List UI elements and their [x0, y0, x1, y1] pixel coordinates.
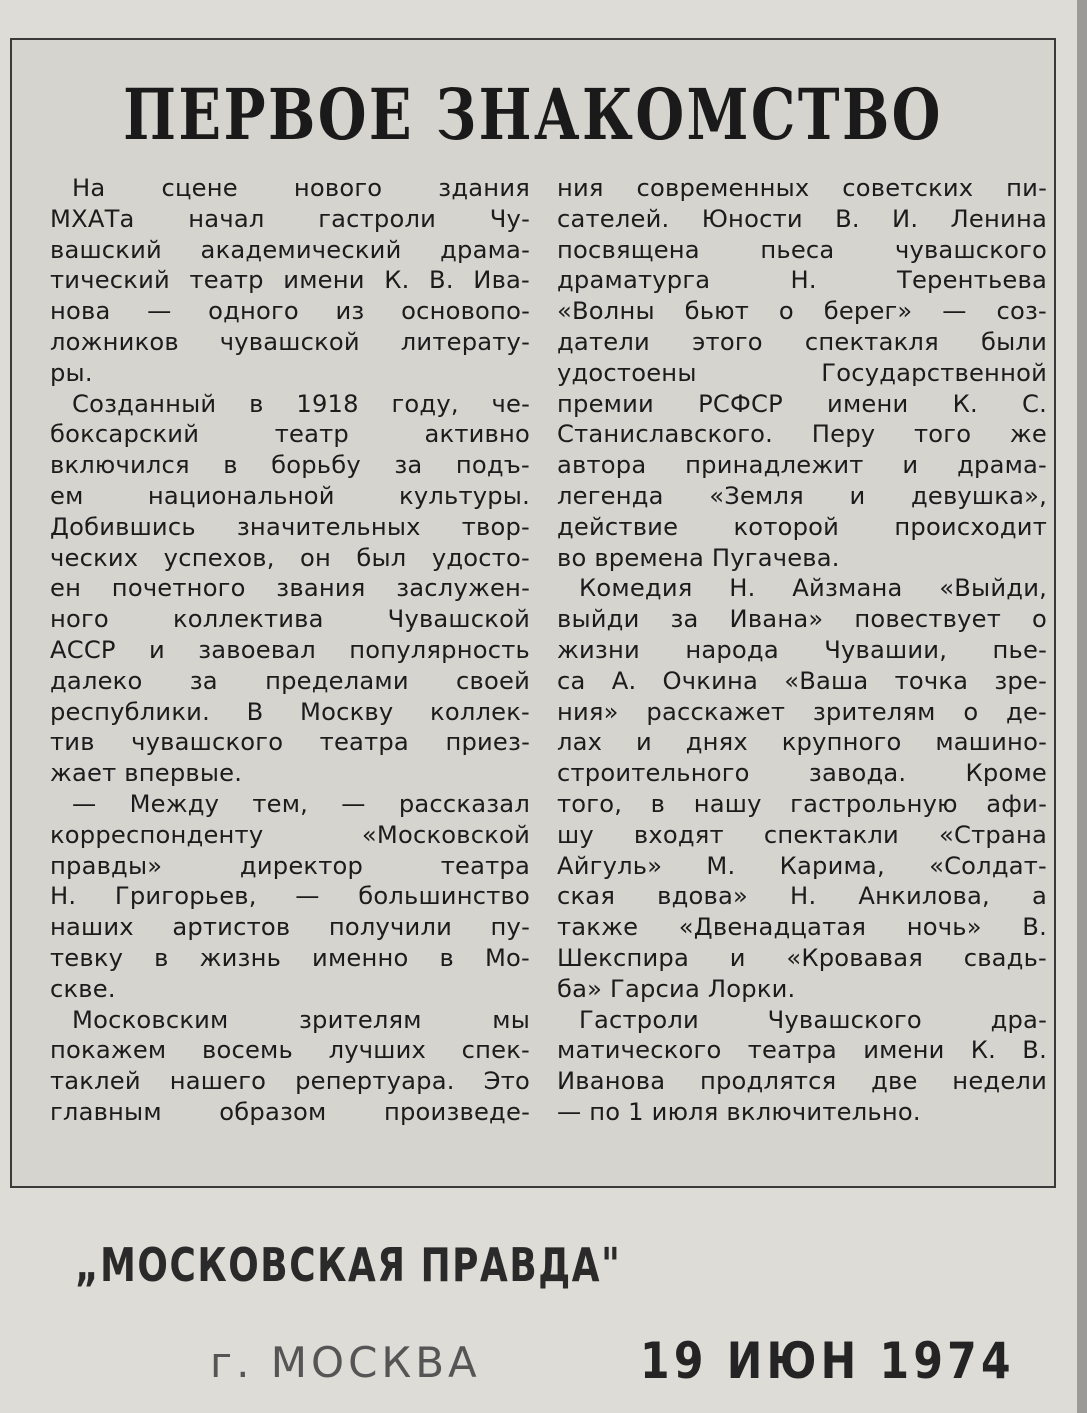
article-line: тический театр имени К. В. Ива-: [50, 266, 530, 295]
article-line: «Волны бьют о берег» — соз-: [557, 297, 1047, 326]
article-line: матического театра имени К. В.: [557, 1036, 1047, 1065]
article-line: также «Двенадцатая ночь» В.: [557, 913, 1047, 942]
article-line: ен почетного звания заслужен-: [50, 574, 530, 603]
article-line: скве.: [50, 974, 116, 1003]
article-line: наших артистов получили пу-: [50, 913, 530, 942]
article-line: шу входят спектакли «Страна: [557, 820, 1047, 849]
article-line: ческих успехов, он был удосто-: [50, 543, 530, 572]
article-line: тив чувашского театра приез-: [50, 728, 530, 757]
article-line: драматурга Н. Терентьева: [557, 266, 1047, 295]
article-line: во времена Пугачева.: [557, 543, 840, 572]
article-headline: ПЕРВОЕ ЗНАКОМСТВО: [123, 73, 943, 156]
article-line: Московским зрителям мы: [72, 1005, 530, 1034]
article-line: МХАТа начал гастроли Чу-: [50, 204, 530, 233]
article-line: са А. Очкина «Ваша точка зре-: [557, 666, 1047, 695]
article-line: выйди за Ивана» повествует о: [557, 605, 1047, 634]
date-stamp: 19 ИЮН 1974: [640, 1332, 1015, 1390]
article-line: того, в нашу гастрольную афи-: [557, 789, 1047, 818]
article-line: тевку в жизнь именно в Мо-: [50, 943, 530, 972]
page-edge-shadow: [1077, 0, 1087, 1413]
article-line: покажем восемь лучших спек-: [50, 1036, 530, 1065]
article-line: боксарский театр активно: [50, 420, 530, 449]
article-line: лах и днях крупного машино-: [557, 728, 1047, 757]
article-line: — Между тем, — рассказал: [72, 789, 530, 818]
article-line: жает впервые.: [50, 759, 243, 788]
city-stamp: г. МОСКВА: [210, 1338, 481, 1387]
article-line: ного коллектива Чувашской: [50, 605, 530, 634]
article-line: удостоены Государственной: [557, 358, 1047, 387]
article-line: автора принадлежит и драма-: [557, 451, 1047, 480]
article-line: На сцене нового здания: [72, 174, 530, 202]
article-line: Иванова продлятся две недели: [557, 1067, 1047, 1096]
article-line: включился в борьбу за подъ-: [50, 451, 530, 480]
article-line: ния современных советских пи-: [557, 174, 1047, 202]
article-line: премии РСФСР имени К. С.: [557, 389, 1047, 418]
article-line: жизни народа Чувашии, пье-: [557, 635, 1047, 664]
article-line: АССР и завоевал популярность: [50, 635, 530, 664]
article-line: правды» директор театра: [50, 851, 530, 880]
article-line: строительного завода. Кроме: [557, 759, 1047, 788]
article-line: ская вдова» Н. Анкилова, а: [557, 882, 1047, 911]
article-line: таклей нашего репертуара. Это: [50, 1067, 530, 1096]
article-line: сателей. Юности В. И. Ленина: [557, 204, 1047, 233]
article-line: Добившись значительных твор-: [50, 512, 530, 541]
article-line: действие которой происходит: [557, 512, 1047, 541]
article-line: Гастроли Чувашского дра-: [579, 1005, 1047, 1034]
article-line: корреспонденту «Московской: [50, 820, 530, 849]
article-line: ба» Гарсиа Лорки.: [557, 974, 796, 1003]
article-line: Комедия Н. Айзмана «Выйди,: [579, 574, 1047, 603]
article-line: ем национальной культуры.: [50, 481, 530, 510]
article-line: посвящена пьеса чувашского: [557, 235, 1047, 264]
article-line: нова — одного из основопо-: [50, 297, 530, 326]
newspaper-clipping: [10, 38, 1056, 1188]
article-line: Н. Григорьев, — большинство: [50, 882, 530, 911]
article-line: далеко за пределами своей: [50, 666, 530, 695]
article-line: Созданный в 1918 году, че-: [72, 389, 530, 418]
article-line: вашский академический драма-: [50, 235, 530, 264]
article-line: главным образом произведе-: [50, 1097, 530, 1126]
article-line: ры.: [50, 358, 93, 387]
article-line: республики. В Москву коллек-: [50, 697, 530, 726]
article-line: — по 1 июля включительно.: [557, 1097, 921, 1126]
article-line: легенда «Земля и девушка»,: [557, 481, 1047, 510]
article-line: ложников чувашской литерату-: [50, 327, 530, 356]
article-line: Айгуль» М. Карима, «Солдат-: [557, 851, 1047, 880]
article-line: Шекспира и «Кровавая свадь-: [557, 943, 1047, 972]
article-column-left: [50, 173, 530, 1128]
newspaper-source-stamp: „МОСКОВСКАЯ ПРАВДА": [75, 1238, 622, 1292]
article-line: Станиславского. Перу того же: [557, 420, 1047, 449]
article-line: датели этого спектакля были: [557, 327, 1047, 356]
article-line: ния» расскажет зрителям о де-: [557, 697, 1047, 726]
article-column-right: [557, 173, 1047, 1128]
